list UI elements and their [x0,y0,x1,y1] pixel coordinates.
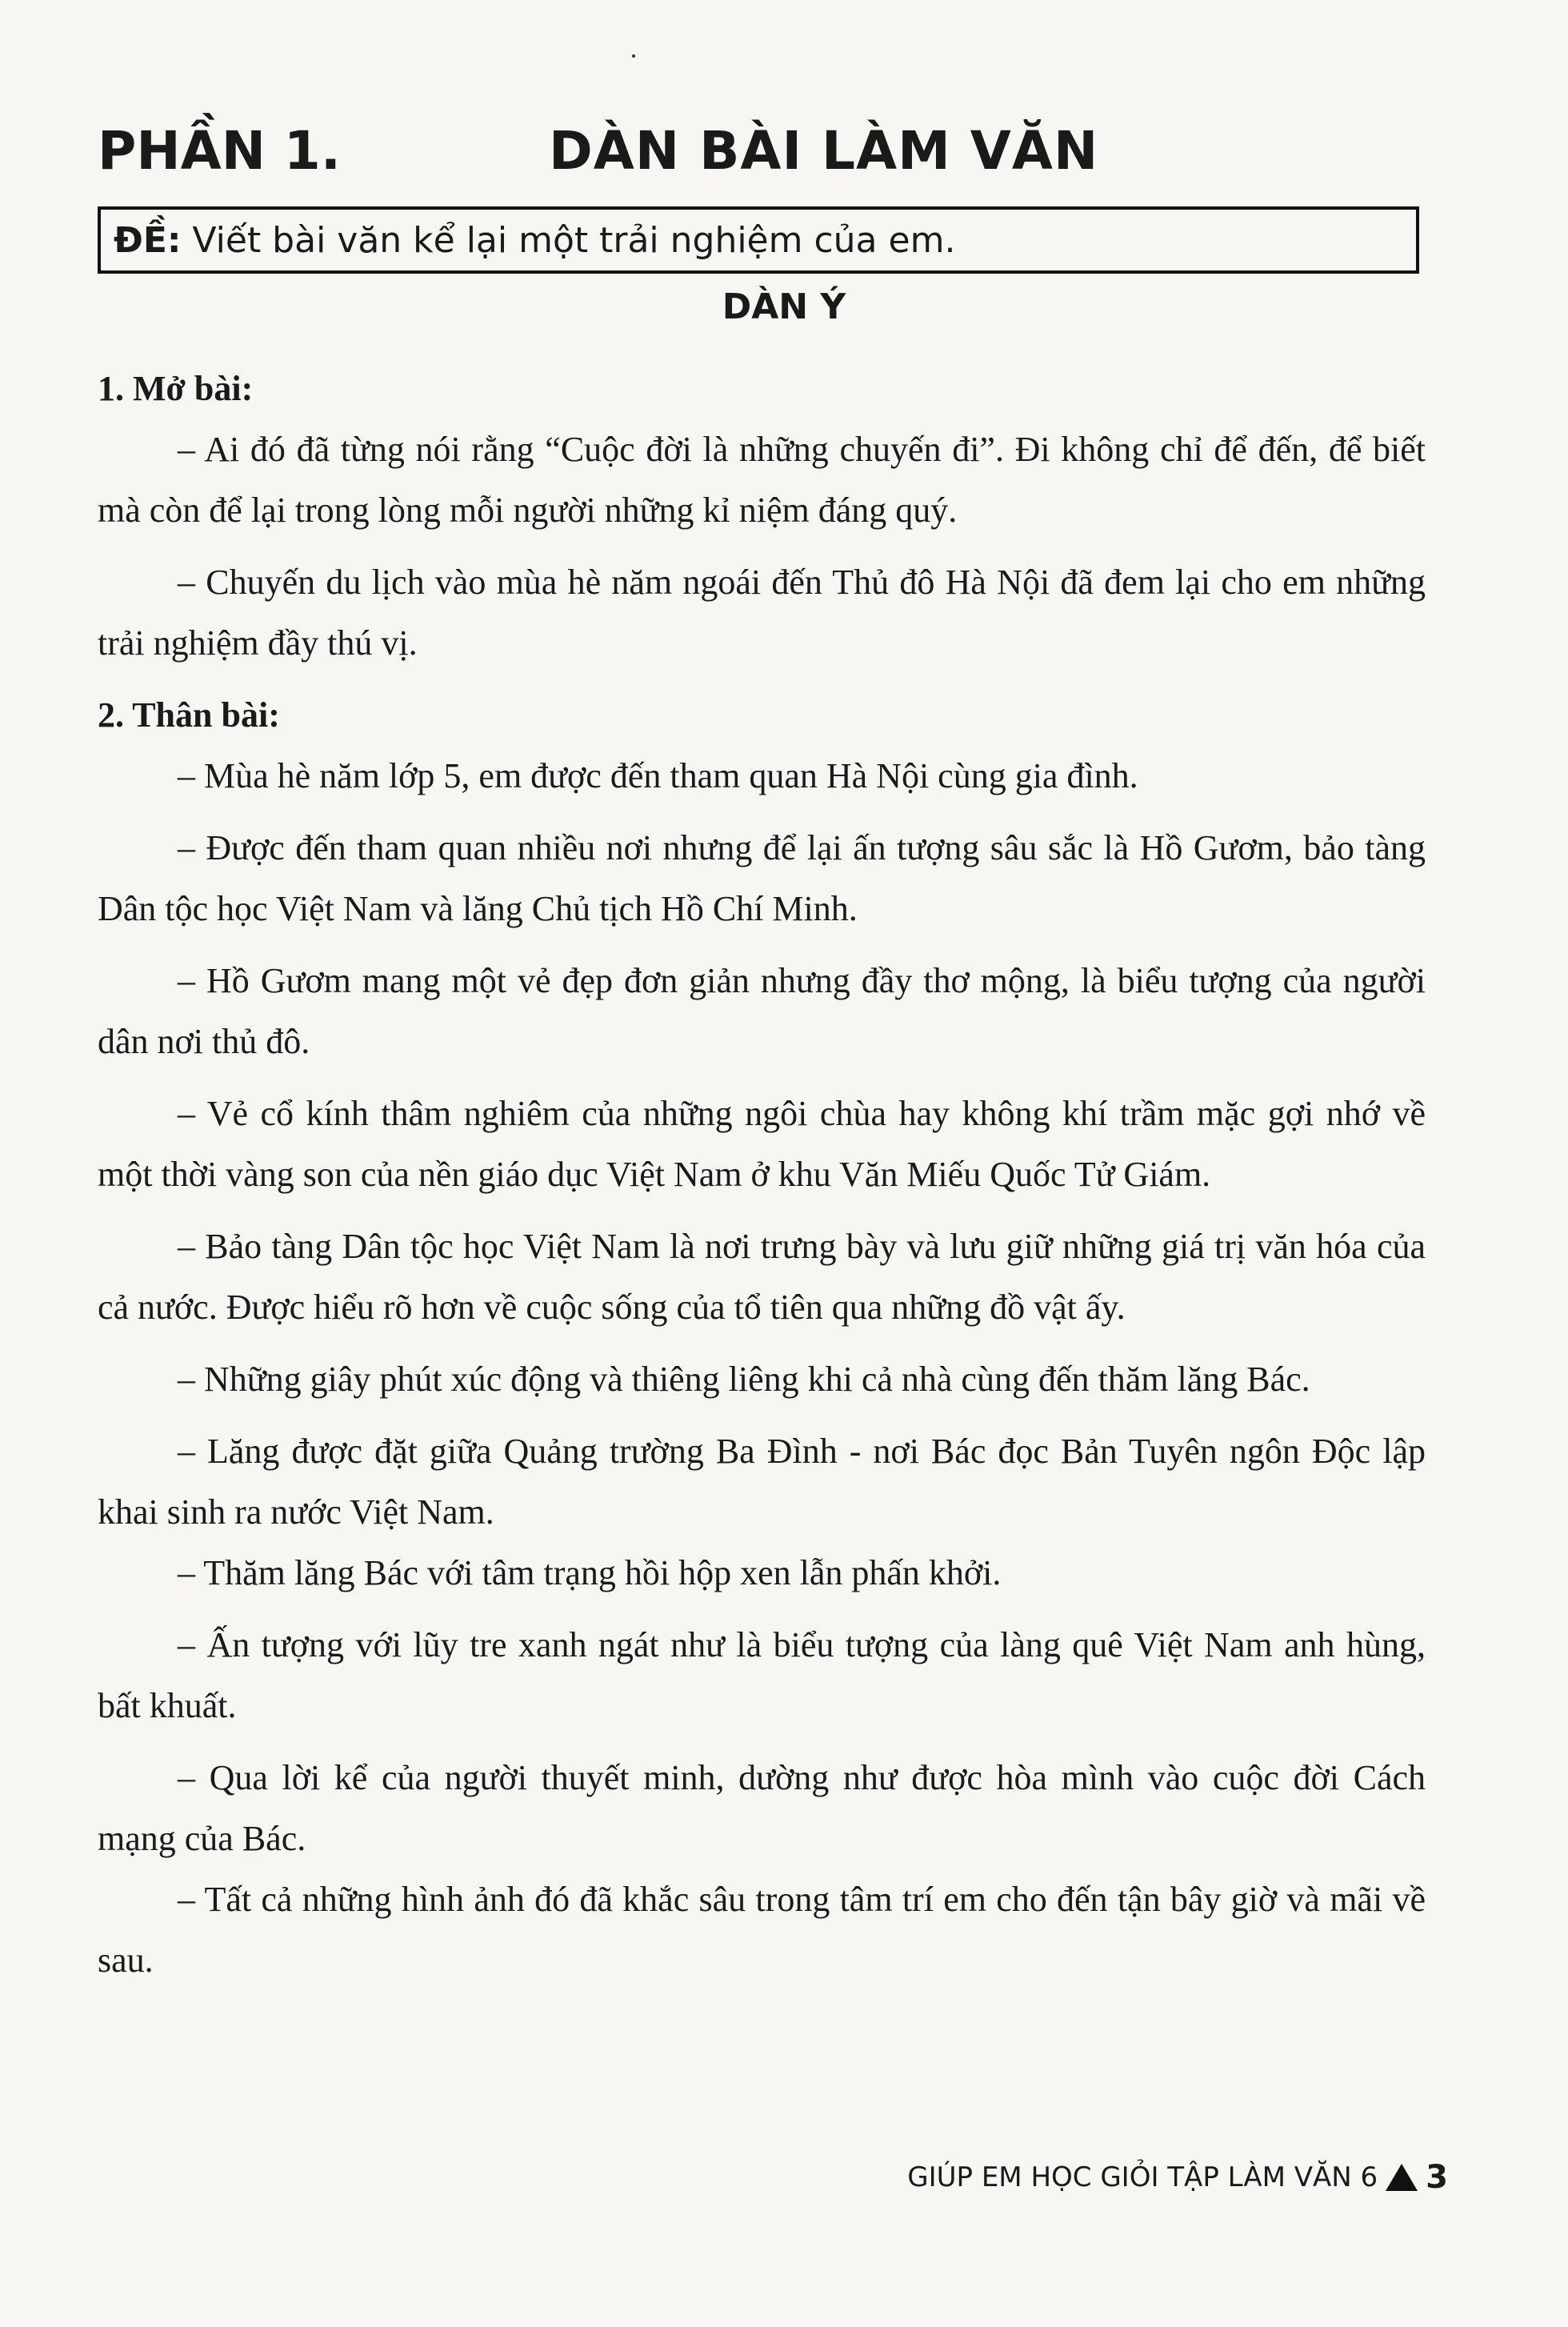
prompt-text: Viết bài văn kể lại một trải nghiệm của em. [181,219,956,261]
section-heading-intro: 1. Mở bài: [98,369,254,408]
prompt-tag: ĐỀ: [114,219,182,261]
outline-item: – Chuyến du lịch vào mùa hè năm ngoái đến Thủ đô Hà Nội đã đem lại cho em những trải nghiệm đầy thú vị. [98,563,1426,663]
outline-title: DÀN Ý [722,286,846,327]
page-footer [907,2159,1448,2196]
part-label: PHẦN 1. [98,120,341,182]
part-header [98,120,1458,192]
page-number: 3 [1426,2159,1448,2196]
triangle-icon [1386,2164,1418,2191]
outline-item: – Hồ Gươm mang một vẻ đẹp đơn giản nhưng đầy thơ mộng, là biểu tượng của người dân nơi thủ đô. [98,961,1426,1061]
book-title: GIÚP EM HỌC GIỎI TẬP LÀM VĂN 6 [907,2161,1378,2193]
outline-item: – Mùa hè năm lớp 5, em được đến tham quan Hà Nội cùng gia đình. [178,756,1138,795]
outline-body [98,358,1426,1991]
outline-item: – Những giây phút xúc động và thiêng liêng khi cả nhà cùng đến thăm lăng Bác. [178,1360,1310,1399]
part-title: DÀN BÀI LÀM VĂN [549,120,1099,182]
outline-item: – Ai đó đã từng nói rằng “Cuộc đời là những chuyến đi”. Đi không chỉ để đến, để biết mà còn để lại trong lòng mỗi người những kỉ niệm đáng quý. [98,430,1426,530]
outline-item: – Lăng được đặt giữa Quảng trường Ba Đình - nơi Bác đọc Bản Tuyên ngôn Độc lập khai sinh ra nước Việt Nam. [98,1432,1426,1532]
section-heading-body: 2. Thân bài: [98,695,280,735]
essay-prompt-box [98,206,1419,274]
print-speck [632,54,635,58]
outline-item: – Được đến tham quan nhiều nơi nhưng để lại ấn tượng sâu sắc là Hồ Gươm, bảo tàng Dân tộc học Việt Nam và lăng Chủ tịch Hồ Chí Minh. [98,828,1426,928]
outline-item: – Bảo tàng Dân tộc học Việt Nam là nơi trưng bày và lưu giữ những giá trị văn hóa của cả nước. Được hiểu rõ hơn về cuộc sống của tổ tiên qua những đồ vật ấy. [98,1227,1426,1327]
outline-item: – Tất cả những hình ảnh đó đã khắc sâu trong tâm trí em cho đến tận bây giờ và mãi về sau. [98,1880,1426,1980]
outline-item: – Qua lời kể của người thuyết minh, dường như được hòa mình vào cuộc đời Cách mạng của Bác. [98,1758,1426,1858]
outline-item: – Ấn tượng với lũy tre xanh ngát như là biểu tượng của làng quê Việt Nam anh hùng, bất khuất. [98,1625,1426,1725]
outline-item: – Vẻ cổ kính thâm nghiêm của những ngôi chùa hay không khí trầm mặc gợi nhớ về một thời vàng son của nền giáo dục Việt Nam ở khu Văn Miếu Quốc Tử Giám. [98,1094,1426,1194]
outline-item: – Thăm lăng Bác với tâm trạng hồi hộp xen lẫn phấn khởi. [178,1553,1002,1592]
